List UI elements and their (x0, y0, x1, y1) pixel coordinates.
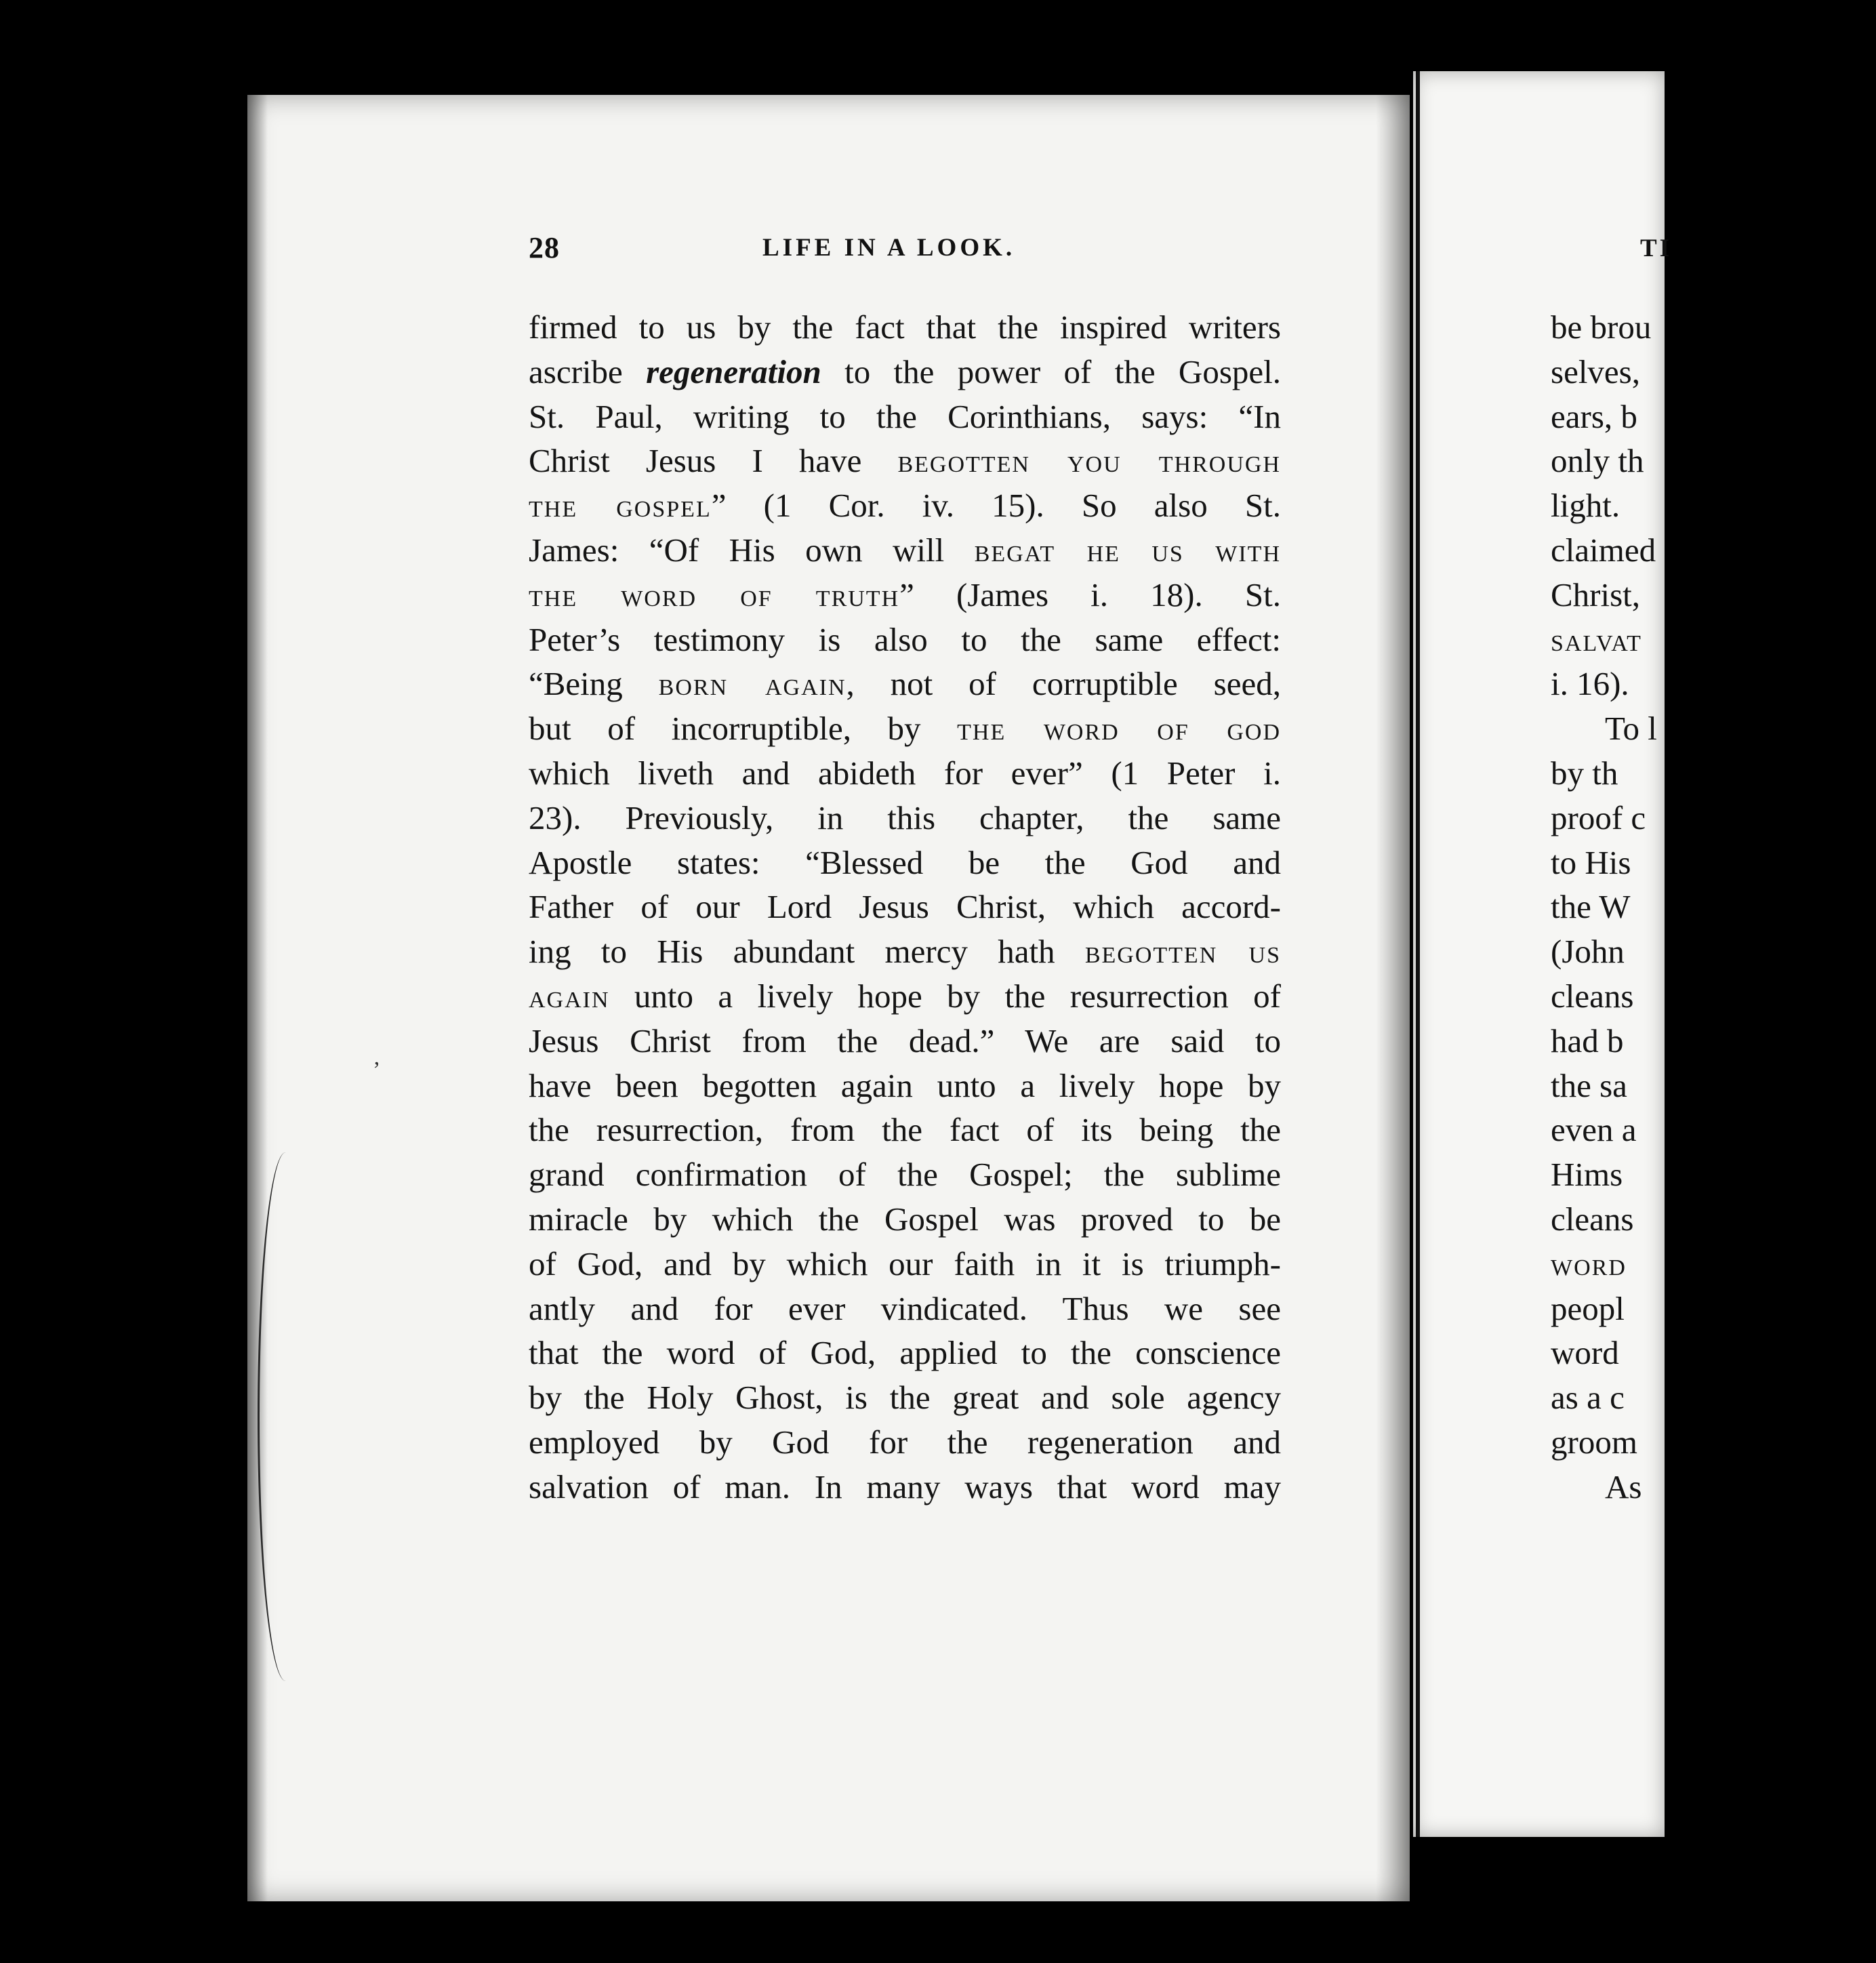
text-line: light. (1551, 487, 1620, 525)
text-line: but of incorruptible, by the word of god (529, 710, 1281, 748)
text-line: ing to His abundant mercy hath begotten us (529, 933, 1281, 971)
text-line: that the word of God, applied to the conscience (529, 1334, 1281, 1372)
text-line: ascribe regeneration to the power of the Gospel. (529, 352, 1281, 390)
text-line: to His (1551, 843, 1631, 881)
text-line: Apostle states: “Blessed be the God and (529, 843, 1281, 881)
text-line: proof c (1551, 798, 1646, 836)
text-line: Christ, (1551, 575, 1641, 613)
text-line: have been begotten again unto a lively hope by (529, 1066, 1281, 1104)
text-line: claimed (1551, 531, 1656, 569)
text-line: (John (1551, 933, 1625, 971)
text-line: ears, b (1551, 397, 1637, 435)
text-line: word (1551, 1334, 1619, 1372)
text-line: as a c (1551, 1379, 1625, 1417)
text-line: the word of truth” (James i. 18). St. (529, 575, 1281, 613)
text-line: cleans (1551, 1200, 1634, 1238)
text-line: Christ Jesus I have begotten you through (529, 442, 1281, 480)
text-line: firmed to us by the fact that the inspired writers (529, 308, 1281, 346)
text-line: by th (1551, 754, 1618, 792)
running-head (529, 230, 1281, 271)
text-line: To l (1605, 710, 1657, 748)
page-edge-shadow (247, 95, 268, 1901)
pencil-mark (258, 1152, 314, 1681)
text-line: had b (1551, 1021, 1624, 1059)
text-line: As (1605, 1468, 1642, 1505)
gutter-line (1416, 71, 1420, 1837)
text-line: the W (1551, 888, 1631, 926)
text-line: salvat (1551, 620, 1642, 658)
text-line: only th (1551, 442, 1644, 480)
text-line: St. Paul, writing to the Corinthians, says: “In (529, 397, 1281, 435)
right-page-body-text (1551, 305, 1876, 1510)
text-line: Father of our Lord Jesus Christ, which accord- (529, 888, 1281, 926)
text-line: grand confirmation of the Gospel; the sublime (529, 1156, 1281, 1194)
text-line: of God, and by which our faith in it is triumph- (529, 1244, 1281, 1282)
running-title: LIFE IN A LOOK. (762, 234, 1016, 262)
text-line: Jesus Christ from the dead.” We are said to (529, 1021, 1281, 1059)
text-line: salvation of man. In many ways that word may (529, 1468, 1281, 1505)
gutter-shadow (1376, 95, 1410, 1901)
right-running-head-fragment: TI (1640, 235, 1673, 262)
ink-speck: ’ (373, 1057, 381, 1082)
text-line: Peter’s testimony is also to the same effect: (529, 620, 1281, 658)
text-line: groom (1551, 1423, 1637, 1461)
text-line: 23). Previously, in this chapter, the same (529, 798, 1281, 836)
text-line: again unto a lively hope by the resurrection of (529, 977, 1281, 1015)
left-page-body-text (529, 305, 1281, 1510)
text-line: antly and for ever vindicated. Thus we see (529, 1289, 1281, 1327)
text-line: word (1551, 1244, 1627, 1282)
text-line: employed by God for the regeneration and (529, 1423, 1281, 1461)
text-line: James: “Of His own will begat he us with (529, 531, 1281, 569)
text-line: by the Holy Ghost, is the great and sole agency (529, 1379, 1281, 1417)
text-line: be brou (1551, 308, 1652, 346)
text-line: even a (1551, 1111, 1637, 1149)
text-line: miracle by which the Gospel was proved to be (529, 1200, 1281, 1238)
text-line: the resurrection, from the fact of its being the (529, 1111, 1281, 1149)
page-number: 28 (529, 231, 560, 264)
text-line: which liveth and abideth for ever” (1 Peter i. (529, 754, 1281, 792)
text-line: the sa (1551, 1066, 1627, 1104)
text-line: the gospel” (1 Cor. iv. 15). So also St. (529, 487, 1281, 525)
text-line: cleans (1551, 977, 1634, 1015)
text-line: selves, (1551, 352, 1640, 390)
text-line: Hims (1551, 1156, 1623, 1194)
text-line: “Being born again, not of corruptible seed, (529, 665, 1281, 703)
text-line: i. 16). (1551, 665, 1629, 703)
text-line: peopl (1551, 1289, 1625, 1327)
